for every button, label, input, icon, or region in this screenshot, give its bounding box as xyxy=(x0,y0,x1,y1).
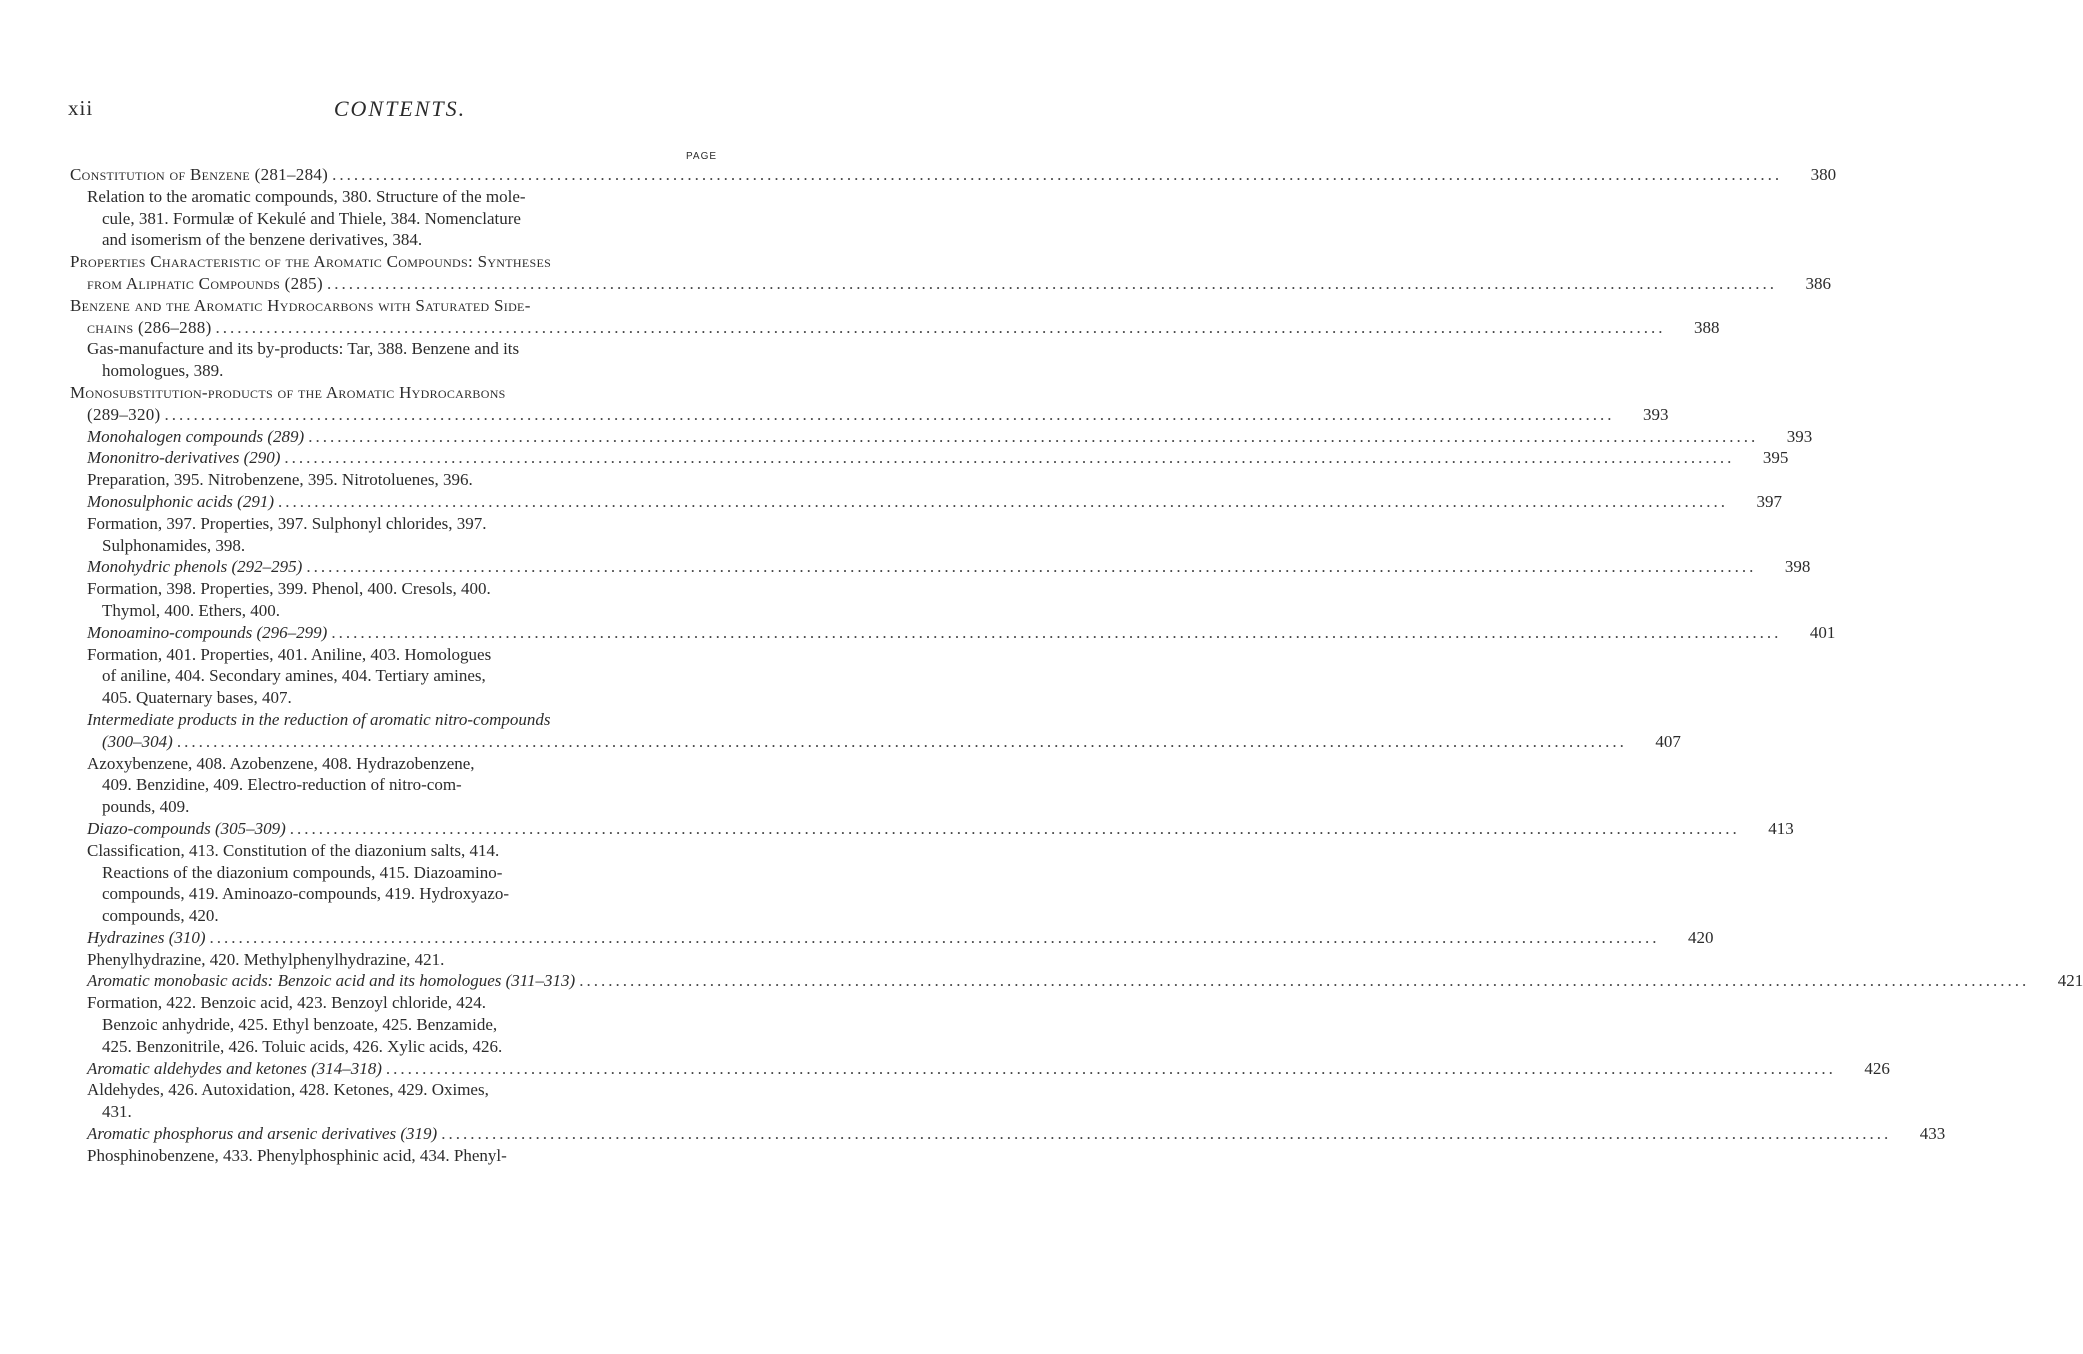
toc-entry-title: Benzene and the Aromatic Hydrocarbons with Saturated Side- xyxy=(70,295,531,315)
toc-entry-description xyxy=(0,469,800,491)
toc-entry xyxy=(0,927,1714,971)
toc-entry-description xyxy=(0,1145,800,1167)
toc-page-number: 401 xyxy=(1809,622,1836,642)
toc-page-number: 413 xyxy=(1768,818,1794,838)
description-line: Reactions of the diazonium compounds, 415. Diazoamino- xyxy=(102,862,503,882)
toc-page-number: 426 xyxy=(1864,1058,1890,1078)
description-line: Formation, 398. Properties, 399. Phenol, 400. Cresols, 400. xyxy=(87,579,491,599)
toc-entry-title: Constitution of Benzene (281–284) xyxy=(70,165,329,184)
toc-entry-heading-line xyxy=(0,251,800,273)
table-of-contents xyxy=(0,164,2083,1167)
toc-entry-description xyxy=(0,513,800,557)
toc-entry-heading-line xyxy=(0,927,1714,949)
toc-entry-title: Monoamino-compounds (296–299) xyxy=(87,622,328,642)
leader-dots: ........................................................................................................................................................................................................ xyxy=(289,818,1740,838)
toc-entry xyxy=(0,1123,1946,1167)
description-line: Preparation, 395. Nitrobenzene, 395. Nitrotoluenes, 396. xyxy=(87,470,473,490)
running-title: CONTENTS. xyxy=(333,96,467,121)
toc-entry-description xyxy=(0,949,800,971)
description-line: 431. xyxy=(102,1102,132,1122)
description-line: Aldehydes, 426. Autoxidation, 428. Ketones, 429. Oximes, xyxy=(87,1080,489,1100)
leader-dots: ........................................................................................................................................................................................................ xyxy=(326,273,1777,293)
description-line: Formation, 397. Properties, 397. Sulphonyl chlorides, 397. xyxy=(87,513,487,533)
toc-entry-description xyxy=(0,578,800,622)
toc-entry-heading-line xyxy=(0,1123,1946,1145)
toc-entry-title: (300–304) xyxy=(102,731,173,751)
leader-dots: ........................................................................................................................................................................................................ xyxy=(306,557,1757,577)
leader-dots: ........................................................................................................................................................................................................ xyxy=(308,426,1759,446)
toc-page-number: 393 xyxy=(1786,426,1813,446)
toc-entry-description xyxy=(0,840,800,927)
description-line: Benzoic anhydride, 425. Ethyl benzoate, 425. Benzamide, xyxy=(102,1015,498,1035)
toc-entry-heading-line xyxy=(0,709,800,731)
leader-dots: ........................................................................................................................................................................................................ xyxy=(331,622,1782,642)
description-line: Sulphonamides, 398. xyxy=(102,535,246,555)
toc-entry-description xyxy=(0,338,800,382)
toc-entry-heading-line xyxy=(0,317,1720,339)
toc-page-number: 393 xyxy=(1643,404,1669,424)
toc-entry-title: Diazo-compounds (305–309) xyxy=(87,818,286,838)
leader-dots: ........................................................................................................................................................................................................ xyxy=(284,448,1735,468)
toc-page-number: 395 xyxy=(1762,448,1789,468)
toc-entry-heading-line xyxy=(0,818,1794,840)
description-line: Classification, 413. Constitution of the diazonium salts, 414. xyxy=(87,840,500,860)
toc-entry-heading-line xyxy=(0,622,1836,644)
page-header xyxy=(0,96,800,126)
description-line: compounds, 419. Aminoazo-compounds, 419. Hydroxyazo- xyxy=(102,884,509,904)
description-line: 425. Benzonitrile, 426. Toluic acids, 426. Xylic acids, 426. xyxy=(102,1036,503,1056)
toc-entry-title: Hydrazines (310) xyxy=(87,927,206,947)
toc-page-number: 388 xyxy=(1694,317,1720,337)
toc-entry xyxy=(0,426,1813,448)
toc-entry-title: Aromatic phosphorus and arsenic derivatives (319) xyxy=(87,1124,438,1144)
toc-entry-heading-line xyxy=(0,731,1681,753)
description-line: 409. Benzidine, 409. Electro-reduction of nitro-com- xyxy=(102,775,462,795)
toc-entry xyxy=(0,295,1720,382)
toc-entry-title: Monohalogen compounds (289) xyxy=(87,426,305,446)
toc-entry-heading-line xyxy=(0,970,2083,992)
description-line: 405. Quaternary bases, 407. xyxy=(102,688,292,708)
toc-entry-title: Monohydric phenols (292–295) xyxy=(87,557,303,577)
toc-page-number: 397 xyxy=(1756,491,1782,511)
toc-entry-heading-line xyxy=(0,556,1811,578)
toc-page-number: 407 xyxy=(1655,731,1681,751)
toc-entry-description xyxy=(0,1079,800,1123)
leader-dots: ........................................................................................................................................................................................................ xyxy=(215,317,1666,337)
toc-entry-title: (289–320) xyxy=(87,404,161,424)
toc-page-number: 386 xyxy=(1805,273,1831,293)
toc-entry-title: Intermediate products in the reduction of aromatic nitro-compounds xyxy=(87,709,551,729)
toc-entry-heading-line xyxy=(0,382,800,404)
toc-entry-description xyxy=(0,186,800,251)
toc-entry-description xyxy=(0,992,800,1057)
toc-page-number: 398 xyxy=(1784,557,1811,577)
toc-page-number: 433 xyxy=(1919,1124,1946,1144)
toc-entry-title: Aromatic aldehydes and ketones (314–318) xyxy=(87,1058,382,1078)
toc-entry-heading-line xyxy=(0,426,1813,448)
toc-entry-heading-line xyxy=(0,447,1789,469)
description-line: Gas-manufacture and its by-products: Tar, 388. Benzene and its xyxy=(87,339,520,359)
toc-entry xyxy=(0,382,1669,426)
toc-entry-title: Monosubstitution-products of the Aromatic Hydrocarbons xyxy=(70,382,506,402)
leader-dots: ........................................................................................................................................................................................................ xyxy=(209,927,1660,947)
page-column-label: PAGE xyxy=(686,151,718,162)
leader-dots: ........................................................................................................................................................................................................ xyxy=(385,1058,1836,1078)
description-line: Relation to the aromatic compounds, 380. Structure of the mole- xyxy=(87,186,526,206)
page-number: xii xyxy=(68,96,94,120)
toc-entry xyxy=(0,164,1837,251)
leader-dots: ........................................................................................................................................................................................................ xyxy=(176,731,1627,751)
toc-entry xyxy=(0,709,1681,818)
toc-page-number: 420 xyxy=(1688,927,1714,947)
description-line: Thymol, 400. Ethers, 400. xyxy=(102,600,281,620)
toc-entry-heading-line xyxy=(0,295,800,317)
description-line: of aniline, 404. Secondary amines, 404. Tertiary amines, xyxy=(102,666,486,686)
toc-entry xyxy=(0,818,1794,927)
toc-entry xyxy=(0,251,1831,295)
toc-entry-title: Properties Characteristic of the Aromatic Compounds: Syntheses xyxy=(70,252,552,272)
toc-entry-title: Aromatic monobasic acids: Benzoic acid and its homologues (311–313) xyxy=(87,971,576,991)
toc-entry-heading-line xyxy=(0,164,1837,186)
description-line: pounds, 409. xyxy=(102,797,190,817)
toc-entry xyxy=(0,622,1836,709)
toc-entry xyxy=(0,556,1811,621)
toc-entry xyxy=(0,1058,1890,1123)
toc-entry-title: Mononitro-derivatives (290) xyxy=(87,448,281,468)
description-line: Phenylhydrazine, 420. Methylphenylhydrazine, 421. xyxy=(87,949,445,969)
leader-dots: ........................................................................................................................................................................................................ xyxy=(277,491,1728,511)
description-line: and isomerism of the benzene derivatives, 384. xyxy=(102,230,423,250)
toc-page-number: 421 xyxy=(2057,971,2083,991)
leader-dots: ........................................................................................................................................................................................................ xyxy=(164,404,1615,424)
description-line: Azoxybenzene, 408. Azobenzene, 408. Hydrazobenzene, xyxy=(87,753,475,773)
toc-entry-heading-line xyxy=(0,491,1782,513)
toc-entry-description xyxy=(0,753,800,818)
description-line: cule, 381. Formulæ of Kekulé and Thiele, 384. Nomenclature xyxy=(102,208,521,228)
description-line: homologues, 389. xyxy=(102,361,224,381)
toc-entry-description xyxy=(0,644,800,709)
description-line: compounds, 420. xyxy=(102,906,219,926)
toc-entry-heading-line xyxy=(0,1058,1890,1080)
toc-entry xyxy=(0,491,1782,556)
toc-page-number: 380 xyxy=(1810,165,1837,184)
description-line: Formation, 401. Properties, 401. Aniline, 403. Homologues xyxy=(87,644,492,664)
toc-entry xyxy=(0,447,1789,491)
toc-entry-heading-line xyxy=(0,273,1831,295)
toc-entry xyxy=(0,970,2083,1057)
toc-entry-title: from Aliphatic Compounds (285) xyxy=(87,273,323,293)
toc-entry-title: chains (286–288) xyxy=(87,317,212,337)
leader-dots: ........................................................................................................................................................................................................ xyxy=(441,1124,1892,1144)
leader-dots: ........................................................................................................................................................................................................ xyxy=(332,165,1783,184)
description-line: Formation, 422. Benzoic acid, 423. Benzoyl chloride, 424. xyxy=(87,993,486,1013)
leader-dots: ........................................................................................................................................................................................................ xyxy=(579,971,2030,991)
description-line: Phosphinobenzene, 433. Phenylphosphinic acid, 434. Phenyl- xyxy=(87,1145,507,1165)
toc-entry-heading-line xyxy=(0,404,1669,426)
toc-entry-title: Monosulphonic acids (291) xyxy=(87,491,274,511)
